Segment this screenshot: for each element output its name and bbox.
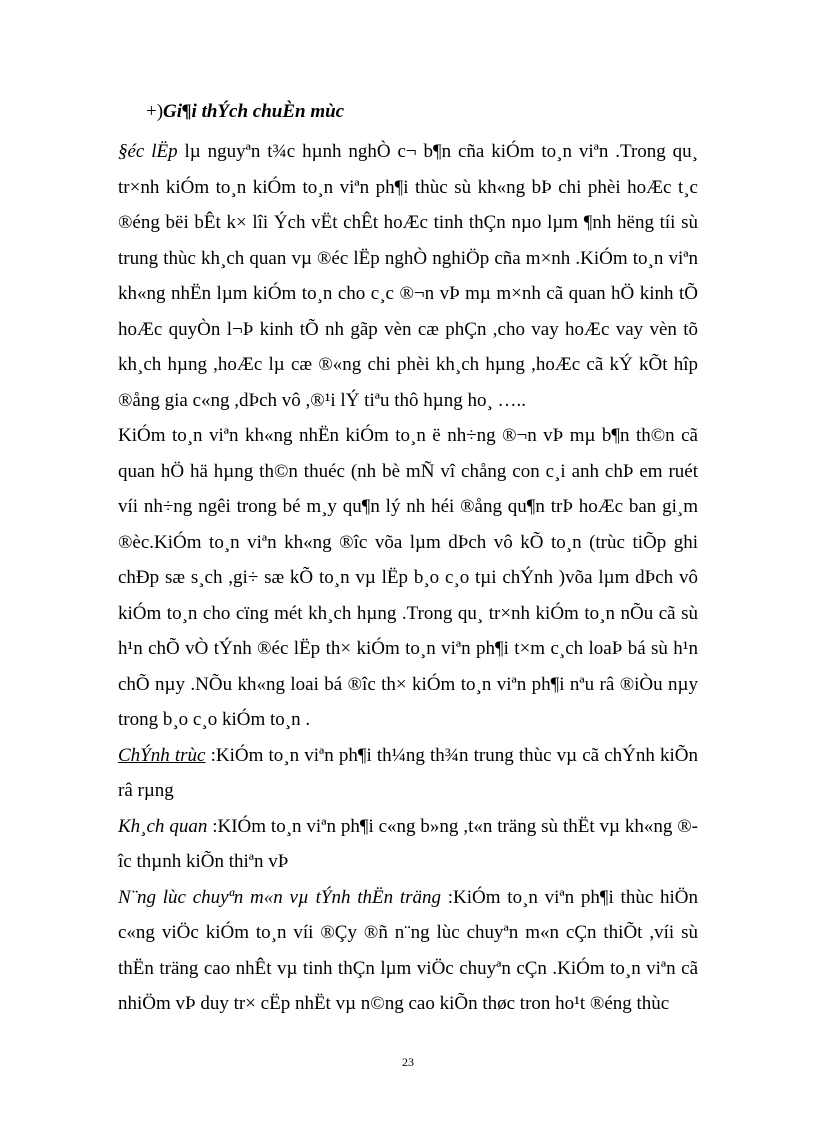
term-independence: §éc lËp: [118, 141, 178, 162]
paragraph-text: lµ nguyªn t¾c hµnh nghÒ c¬ b¶n cña kiÓm to¸n viªn .Trong qu¸ tr×nh kiÓm to¸n kiÓm to¸n viªn ph¶i thùc sù kh«ng bÞ chi phèi hoÆc t¸c ®éng bëi bÊt k× lîi Ých vËt chÊt hoÆc tinh thÇn nµo lµm ¶nh hëng tíi sù trung thùc kh¸ch quan vµ ®éc lËp nghÒ nghiÖp cña m×nh .KiÓm to¸n viªn kh«ng nhËn lµm kiÓm to¸n cho c¸c ®¬n vÞ mµ m×nh cã quan hÖ kinh tÕ hoÆc quyÒn l¬Þ kinh tÕ nh gãp vèn cæ phÇn ,cho vay hoÆc vay vèn tõ kh¸ch hµng ,hoÆc lµ cæ ®«ng chi phèi kh¸ch hµng ,hoÆc cã kÝ kÕt hîp ®ång gia c«ng ,dÞch vô ,®¹i lÝ tiªu thô hµng ho¸ …..: [118, 141, 698, 411]
page-number: 23: [402, 1055, 414, 1069]
paragraph-text: KiÓm to¸n viªn kh«ng nhËn kiÓm to¸n ë nh÷ng ®¬n vÞ mµ b¶n th©n cã quan hÖ hä hµng th©n thuéc (nh bè mÑ vî chång con c¸i anh chÞ em ruét víi nh÷ng ngêi trong bé m¸y qu¶n lý nh héi ®ång qu¶n trÞ hoÆc ban gi¸m ®èc.KiÓm to¸n viªn kh«ng ®îc võa lµm dÞch vô kÕ to¸n (trùc tiÕp ghi chÐp sæ s¸ch ,gi÷ sæ kÕ to¸n vµ lËp b¸o c¸o tµi chÝnh )võa lµm dÞch vô kiÓm to¸n cho cïng mét kh¸ch hµng .Trong qu¸ tr×nh kiÓm to¸n nÕu cã sù h¹n chÕ vÒ tÝnh ®éc lËp th× kiÓm to¸n viªn ph¶i t×m c¸ch loaÞ bá sù h¹n chÕ nµy .NÕu kh«ng loai bá ®îc th× kiÓm to¸n viªn ph¶i nªu râ ®iÒu nµy trong b¸o c¸o kiÓm to¸n .: [118, 425, 698, 730]
section-heading: [146, 100, 344, 124]
paragraph-objectivity: [118, 809, 698, 880]
heading-prefix: +): [146, 101, 164, 122]
paragraph-independence: [118, 134, 698, 418]
body-text: [118, 134, 698, 1022]
term-objectivity: Kh¸ch quan: [118, 815, 208, 837]
term-competence: N¨ng lùc chuyªn m«n vµ tÝnh thËn träng: [118, 886, 442, 908]
paragraph-text: :KiÓm to¸n viªn ph¶i thùc hiÖn c«ng viÖc kiÓm to¸n víi ®Çy ®ñ n¨ng lùc chuyªn m«n cÇn thiÕt ,víi sù thËn träng cao nhÊt vµ tinh thÇn lµm viÖc chuyªn cÇn .KiÓm to¸n viªn cã nhiÖm vÞ duy tr× cËp nhËt vµ n©ng cao kiÕn thøc tron ho¹t ®éng thùc: [118, 886, 698, 1014]
paragraph-integrity: [118, 738, 698, 809]
paragraph-relations: [118, 418, 698, 738]
heading-title: Gi¶i thÝch chuÈn mùc: [163, 101, 345, 122]
paragraph-competence: [118, 880, 698, 1022]
paragraph-text: :KiÓm to¸n viªn ph¶i th¼ng th¾n trung thùc vµ cã chÝnh kiÕn râ rµng: [118, 744, 698, 801]
term-integrity: ChÝnh trùc: [118, 744, 206, 766]
paragraph-text: :KIÓm to¸n viªn ph¶i c«ng b»ng ,t«n träng sù thËt vµ kh«ng ®îc thµnh kiÕn thiªn vÞ: [118, 815, 698, 872]
